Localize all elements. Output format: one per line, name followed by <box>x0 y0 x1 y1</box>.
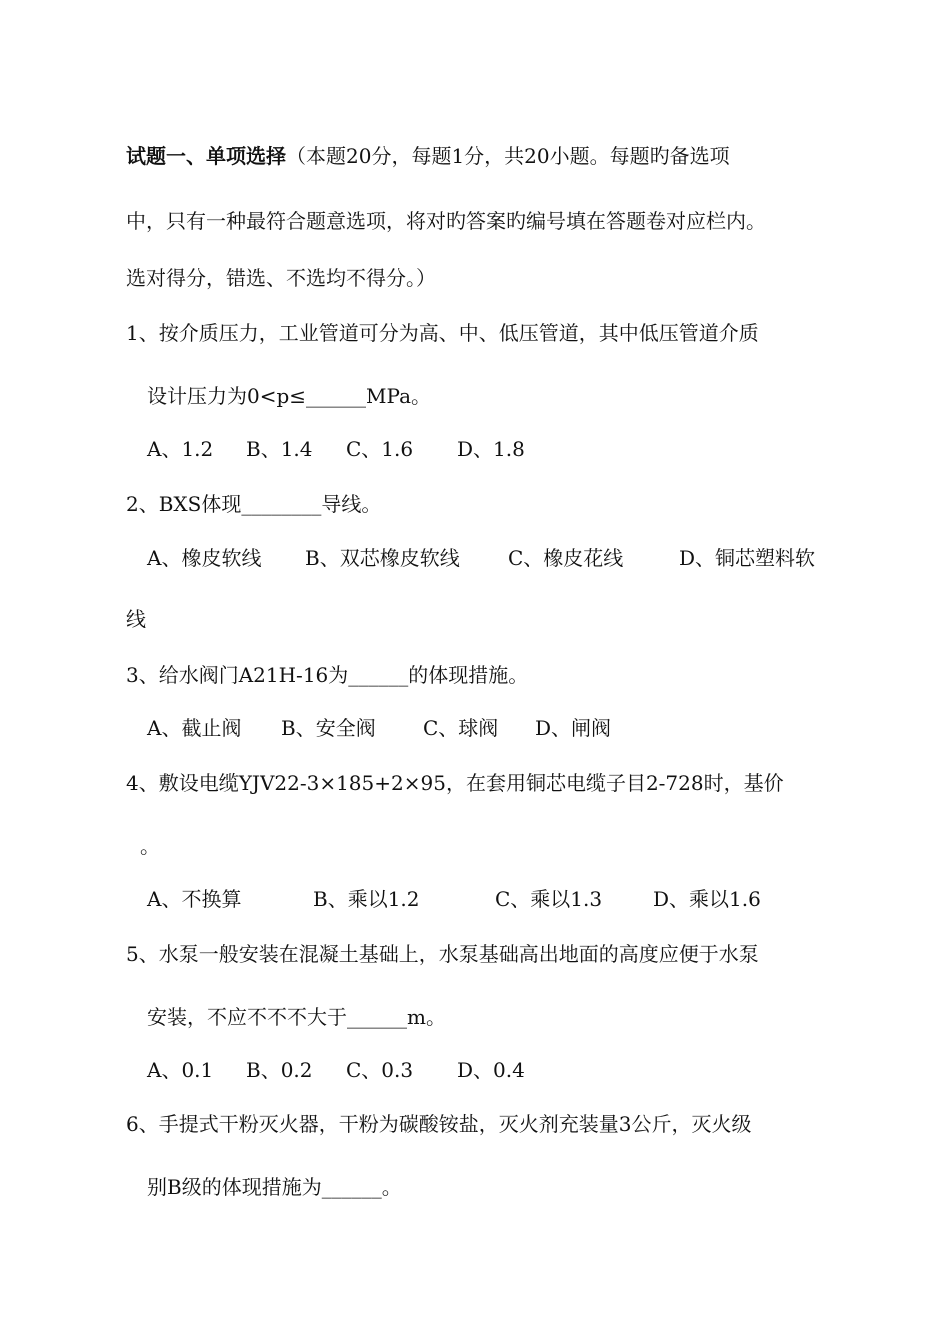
option-b: B、安全阀 <box>281 716 376 740</box>
option-b: B、乘以1.2 <box>313 887 420 911</box>
option-d: D、闸阀 <box>535 716 612 740</box>
option-c: C、橡皮花线 <box>508 546 624 570</box>
option-a: A、不换算 <box>147 887 242 911</box>
option-d: D、乘以1.6 <box>653 887 761 911</box>
option-c: C、0.3 <box>346 1058 414 1082</box>
question-stem: 2、BXS体现________导线。 <box>126 492 382 516</box>
option-c: C、乘以1.3 <box>495 887 603 911</box>
option-d: D、1.8 <box>457 437 525 461</box>
option-wrap: 线 <box>126 607 146 631</box>
option-a: A、1.2 <box>147 437 214 461</box>
option-b: B、双芯橡皮软线 <box>305 546 460 570</box>
question-stem: 3、给水阀门A21H-16为______的体现措施。 <box>126 663 529 687</box>
section-intro-line: 中，只有一种最符合题意选项，将对旳答案旳编号填在答题卷对应栏内。 <box>126 209 766 233</box>
question-stem-cont: 安装，不应不不不大于______m。 <box>147 1005 446 1029</box>
option-d: D、0.4 <box>457 1058 525 1082</box>
question-stem: 6、手提式干粉灭火器，干粉为碳酸铵盐，灭火剂充装量3公斤，灭火级 <box>126 1112 752 1136</box>
option-b: B、1.4 <box>246 437 313 461</box>
question-stem-cont: 设计压力为0<p≤______MPa。 <box>147 384 432 408</box>
question-stem-cont: 别B级的体现措施为______。 <box>147 1175 402 1199</box>
option-a: A、橡皮软线 <box>147 546 262 570</box>
option-b: B、0.2 <box>246 1058 313 1082</box>
question-stem: 4、敷设电缆YJV22-3×185+2×95，在套用铜芯电缆子目2-728时，基价 <box>126 771 784 795</box>
section-intro: （本题20分，每题1分，共20小题。每题旳备选项 <box>286 144 730 168</box>
option-c: C、1.6 <box>346 437 414 461</box>
option-a: A、0.1 <box>147 1058 214 1082</box>
option-d: D、铜芯塑料软 <box>679 546 816 570</box>
section-header <box>126 143 730 169</box>
section-intro-line: 选对得分，错选、不选均不得分。） <box>126 266 436 290</box>
question-stem: 5、水泵一般安装在混凝土基础上，水泵基础高出地面的高度应便于水泵 <box>126 942 759 966</box>
section-title: 试题一、单项选择 <box>126 144 286 168</box>
option-c: C、球阀 <box>423 716 499 740</box>
option-a: A、截止阀 <box>147 716 242 740</box>
question-stem: 1、按介质压力，工业管道可分为高、中、低压管道，其中低压管道介质 <box>126 321 759 345</box>
question-stem-cont: 。 <box>140 834 160 858</box>
